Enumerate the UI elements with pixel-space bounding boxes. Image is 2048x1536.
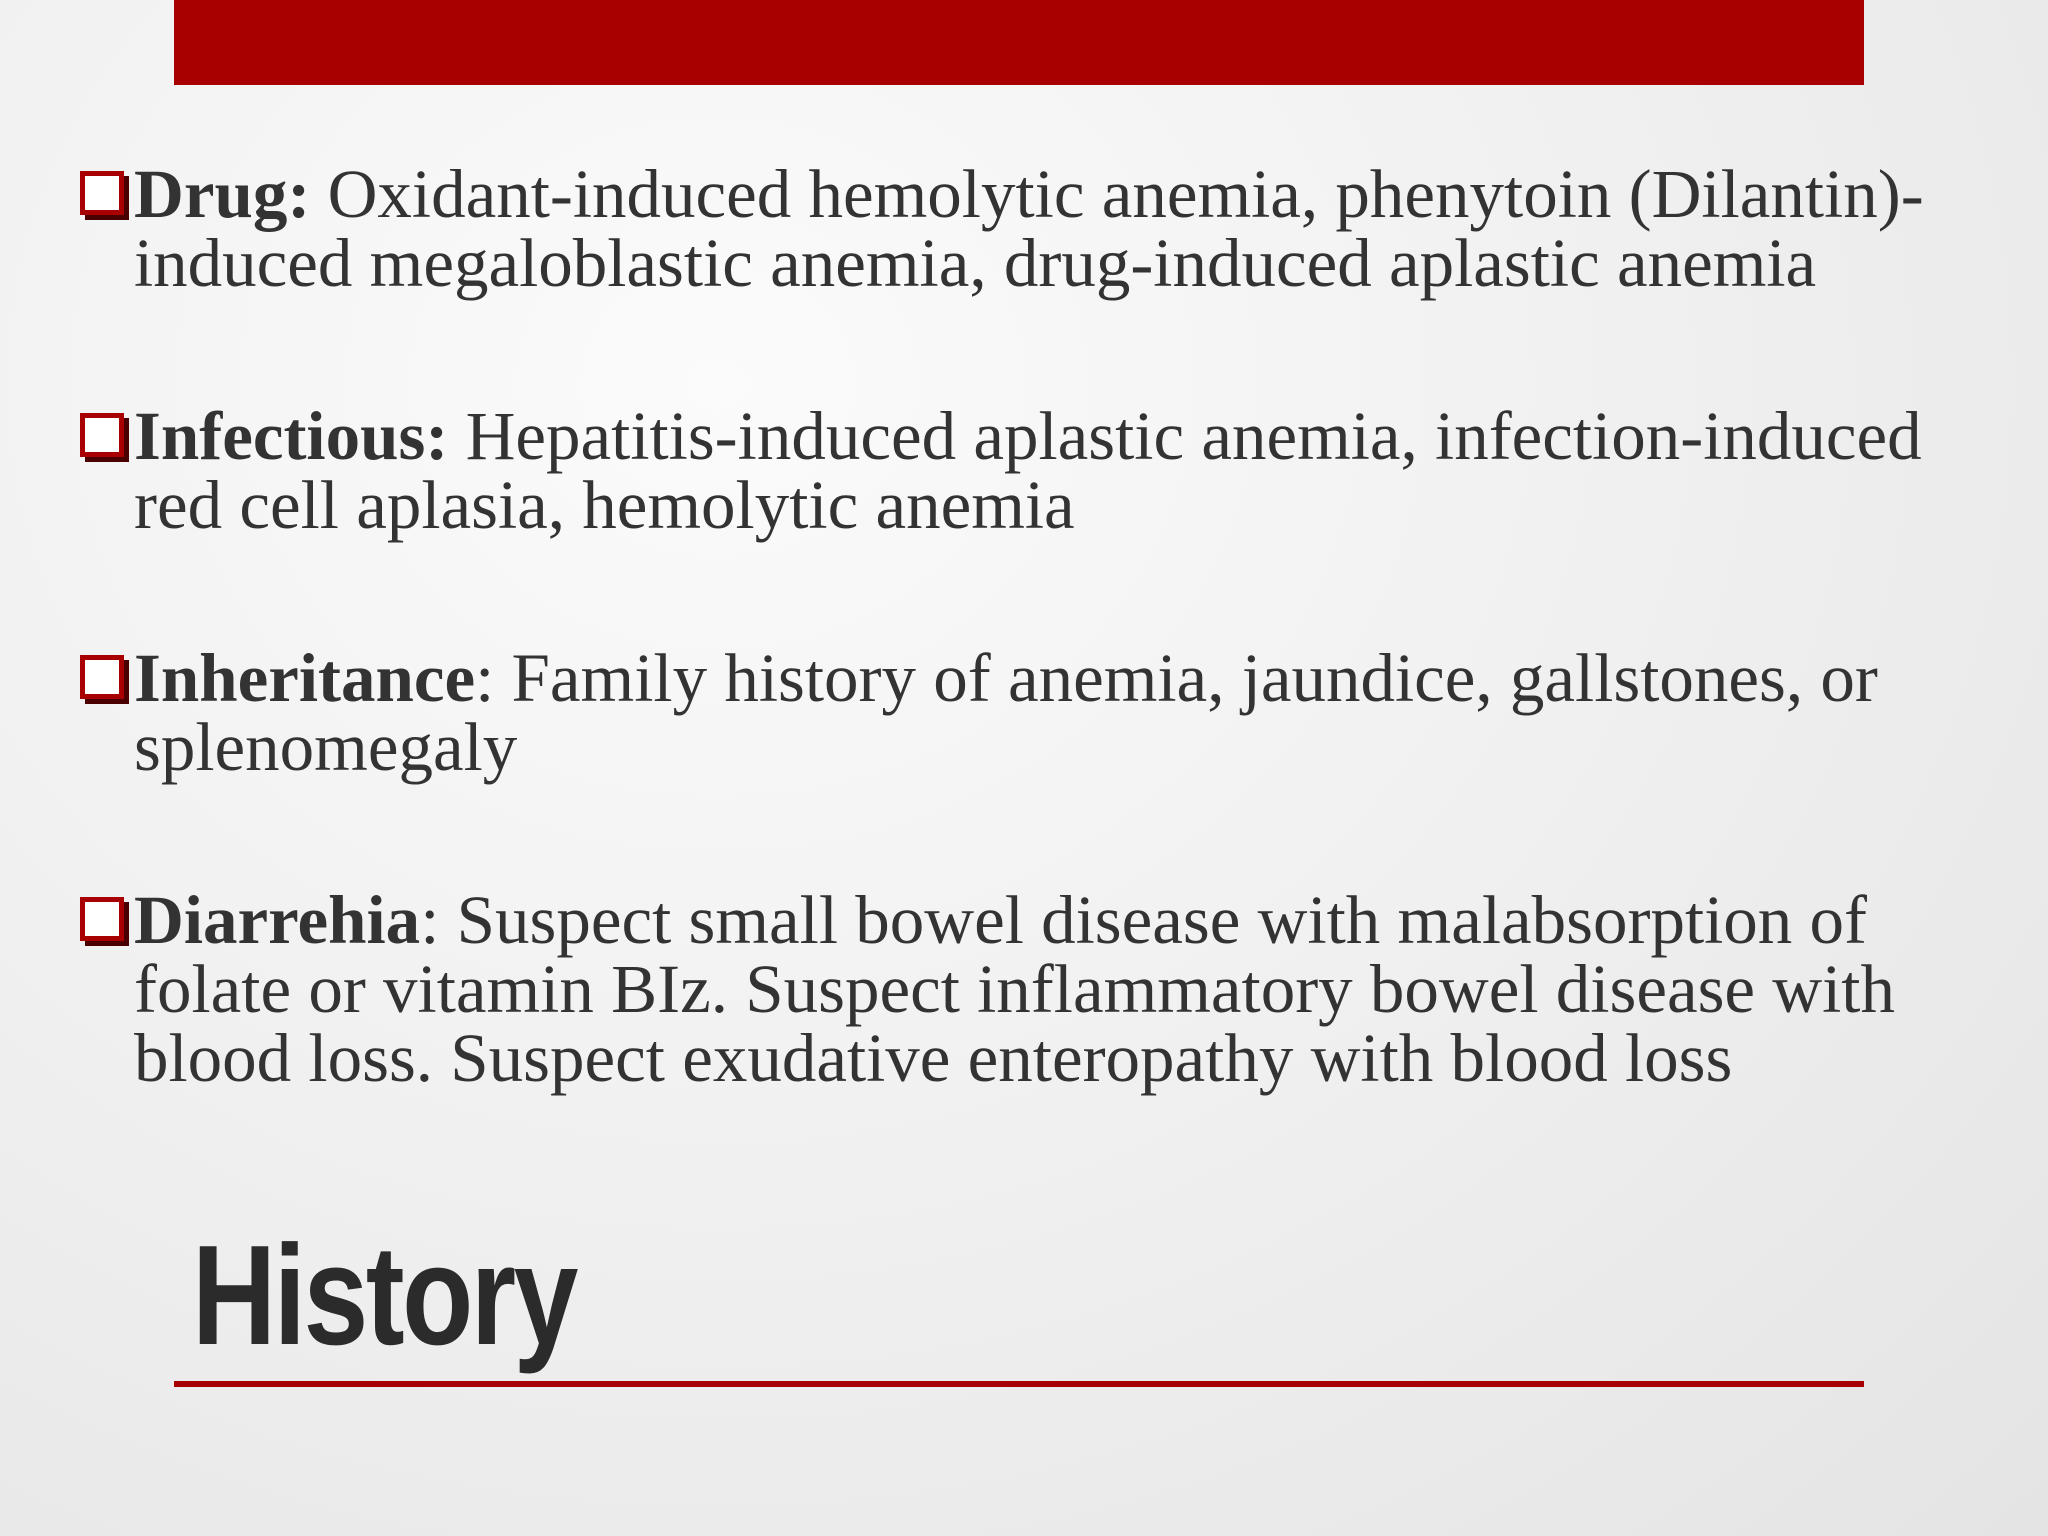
bullet-text: Oxidant-induced hemolytic anemia, phenytoin (Dilantin)-induced megaloblastic anemia, drug-induced aplastic anemia	[134, 156, 1924, 301]
bullet-text: Hepatitis-induced aplastic anemia, infection-induced red cell aplasia, hemolytic anemia	[134, 398, 1922, 543]
bullet-list	[72, 156, 2012, 1197]
checkbox-bullet-icon	[80, 897, 124, 941]
bullet-term: Drug:	[134, 156, 311, 232]
top-accent-bar	[174, 0, 1864, 85]
checkbox-bullet-icon	[80, 413, 124, 457]
bullet-term: Diarrehia	[134, 882, 421, 958]
checkbox-bullet-icon	[80, 171, 124, 215]
bullet-text: : Family history of anemia, jaundice, gallstones, or splenomegaly	[134, 640, 1878, 785]
bullet-item-infectious	[72, 398, 2012, 543]
bullet-text: : Suspect small bowel disease with malabsorption of folate or vitamin BIz. Suspect inflammatory bowel disease with blood loss. Suspect exudative enteropathy with blood loss	[134, 882, 1895, 1096]
bullet-item-diarrehia	[72, 882, 2012, 1096]
slide-title: History	[192, 1216, 576, 1375]
bullet-item-inheritance	[72, 640, 2012, 785]
bullet-item-drug	[72, 156, 2012, 301]
bullet-term: Inheritance	[134, 640, 476, 716]
bullet-term: Infectious:	[134, 398, 449, 474]
title-underline	[174, 1381, 1864, 1387]
checkbox-bullet-icon	[80, 655, 124, 699]
